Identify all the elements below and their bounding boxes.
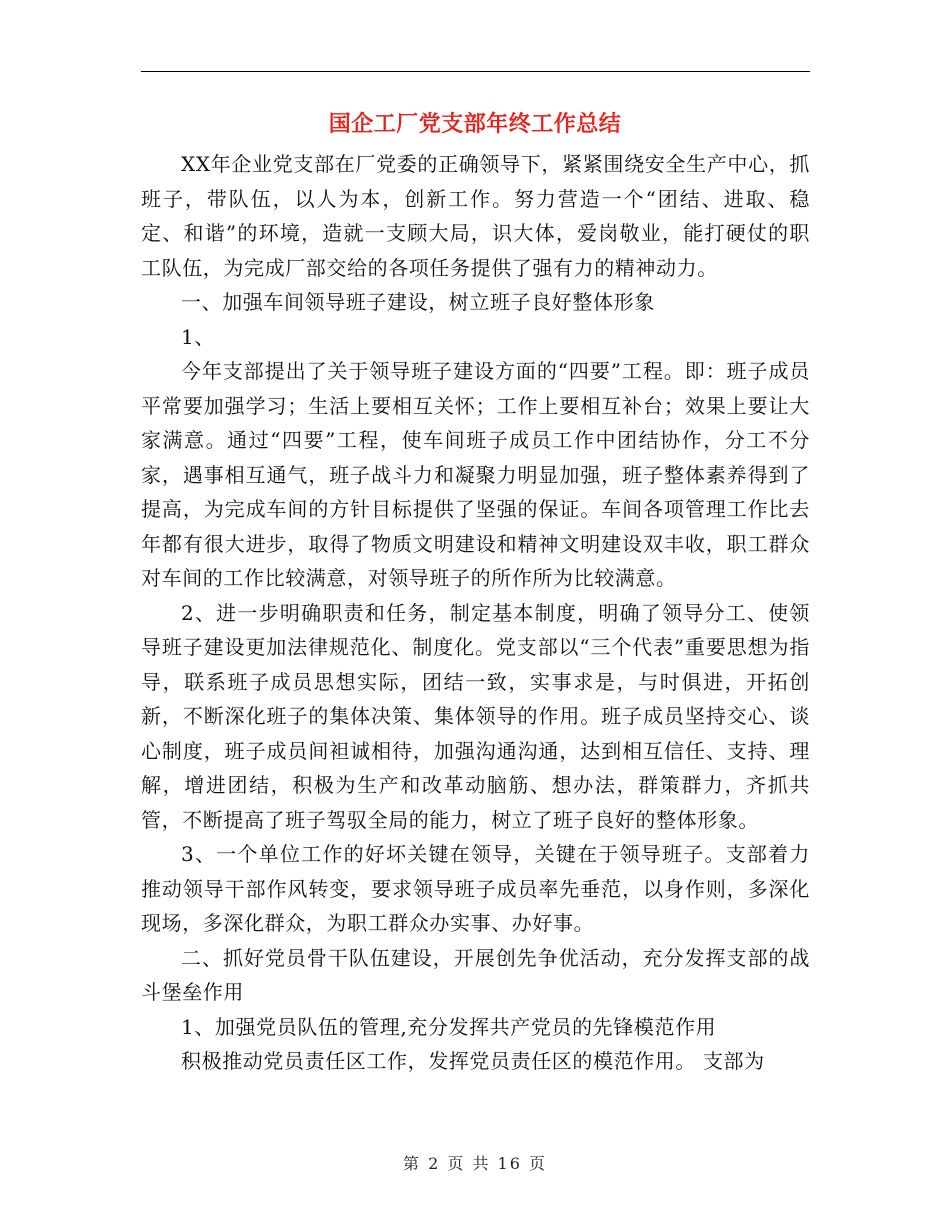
paragraph-intro: XX年企业党支部在厂党委的正确领导下，紧紧围绕安全生产中心，抓班子，带队伍，以人为本，创新工作。努力营造一个“团结、进取、稳定、和谐”的环境，造就一支顾大局，识大体，爱岗敬业，能打硬仗的职工队伍，为完成厂部交给的各项任务提供了强有力的精神动力。: [141, 152, 810, 280]
page-number-footer: 第 2 页 共 16 页: [403, 1154, 547, 1173]
section-heading-2: 二、抓好党员骨干队伍建设，开展创先争优活动，充分发挥支部的战斗堡垒作用: [141, 945, 810, 1004]
paragraph-item-2: 2、进一步明确职责和任务，制定基本制度，明确了领导分工、使领导班子建设更加法律规范化、制度化。党支部以“三个代表”重要思想为指导，联系班子成员思想实际，团结一致，实事求是，与时俱进，开拓创新，不断深化班子的集体决策、集体领导的作用。班子成员坚持交心、谈心制度，班子成员间袒诚相待，加强沟通沟通，达到相互信任、支持、理解，增进团结，积极为生产和改革动脑筋、想办法，群策群力，齐抓共管，不断提高了班子驾驭全局的能力，树立了班子良好的整体形象。: [141, 600, 810, 832]
document-body: [141, 147, 810, 1079]
list-marker-1: 1、: [181, 324, 215, 349]
subheading-item-1: 1、加强党员队伍的管理,充分发挥共产党员的先锋模范作用: [181, 1014, 717, 1039]
paragraph-four-requirements: 今年支部提出了关于领导班子建设方面的“四要”工程。即：班子成员平常要加强学习；生活上要相互关怀；工作上要相互补台；效果上要让大家满意。通过“四要”工程，使车间班子成员工作中团结协作，分工不分家，遇事相互通气，班子战斗力和凝聚力明显加强，班子整体素养得到了提高，为完成车间的方针目标提供了坚强的保证。车间各项管理工作比去年都有很大进步，取得了物质文明建设和精神文明建设双丰收，职工群众对车间的工作比较满意，对领导班子的所作所为比较满意。: [141, 359, 810, 590]
document-title: 国企工厂党支部年终工作总结: [328, 112, 622, 137]
paragraph-item-3: 3、一个单位工作的好坏关键在领导，关键在于领导班子。支部着力推动领导干部作风转变，要求领导班子成员率先垂范，以身作则，多深化现场，多深化群众，为职工群众办实事、办好事。: [141, 842, 810, 935]
header-rule: [141, 71, 810, 72]
section-heading-1: 一、加强车间领导班子建设，树立班子良好整体形象: [181, 290, 655, 314]
paragraph-party-responsibility: 积极推动党员责任区工作，发挥党员责任区的模范作用。 支部为: [181, 1049, 765, 1073]
